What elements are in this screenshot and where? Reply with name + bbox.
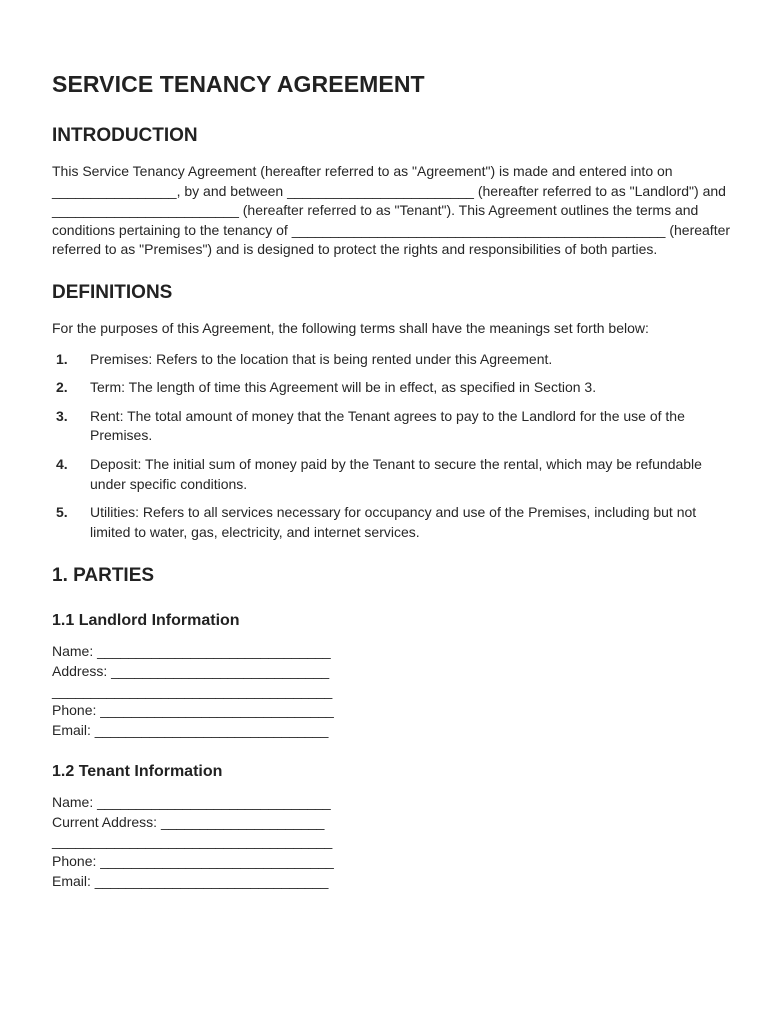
list-item-number: 2.: [56, 379, 68, 396]
document-body: [52, 70, 732, 891]
tenant-current-address-field[interactable]: Current Address: _____________________: [52, 813, 325, 830]
list-item: [52, 407, 732, 446]
list-item-number: 3.: [56, 407, 68, 424]
tenant-email-field[interactable]: Email: ______________________________: [52, 872, 329, 889]
tenant-info-heading: 1.2 Tenant Information: [52, 763, 223, 781]
definitions-heading: DEFINITIONS: [52, 281, 173, 303]
parties-heading: 1. PARTIES: [52, 565, 155, 587]
tenant-phone-field[interactable]: Phone: ______________________________: [52, 853, 334, 870]
landlord-phone-field[interactable]: Phone: ______________________________: [52, 702, 334, 719]
document-title: SERVICE TENANCY AGREEMENT: [52, 71, 425, 97]
landlord-address-line2-field[interactable]: ____________________________________: [52, 682, 333, 699]
landlord-name-field[interactable]: Name: ______________________________: [52, 643, 331, 660]
landlord-email-field[interactable]: Email: ______________________________: [52, 721, 329, 738]
list-item: [52, 378, 732, 398]
list-item-text: Term: The length of time this Agreement will be in effect, as specified in Section 3.: [90, 379, 597, 396]
list-item-text: Deposit: The initial sum of money paid by the Tenant to secure the rental, which may be refundable under specific conditions.: [90, 455, 702, 492]
list-item-number: 1.: [56, 350, 68, 367]
list-item-text: Rent: The total amount of money that the Tenant agrees to pay to the Landlord for the use of the Premises.: [90, 407, 685, 444]
list-item-text: Premises: Refers to the location that is being rented under this Agreement.: [90, 350, 553, 367]
landlord-address-field[interactable]: Address: ____________________________: [52, 662, 330, 679]
list-item: [52, 503, 732, 542]
landlord-info-heading: 1.1 Landlord Information: [52, 612, 240, 630]
definitions-intro: For the purposes of this Agreement, the following terms shall have the meanings set forth below:: [52, 319, 649, 336]
list-item-number: 5.: [56, 504, 68, 521]
tenant-name-field[interactable]: Name: ______________________________: [52, 794, 331, 811]
tenant-address-line2-field[interactable]: ____________________________________: [52, 833, 333, 850]
introduction-heading: INTRODUCTION: [52, 125, 198, 146]
list-item: [52, 455, 732, 494]
list-item-text: Utilities: Refers to all services necessary for occupancy and use of the Premises, including but not limited to water, gas, electricity, and internet services.: [90, 504, 697, 540]
definitions-list: [52, 350, 732, 543]
list-item-number: 4.: [56, 455, 68, 472]
list-item: [52, 350, 732, 370]
introduction-paragraph: This Service Tenancy Agreement (hereafter referred to as "Agreement") is made and entered into on ________________, by and between ________________________ (hereafter referred to as "Landlord") and ________________________ (hereafter referred to as "Tenant"). This Agreement outlines the terms and conditions pertaining to the tenancy of ________________________________________________ (hereafter referred to as "Premises") and is designed to protect the rights and responsibilities of both parties.: [52, 163, 731, 258]
